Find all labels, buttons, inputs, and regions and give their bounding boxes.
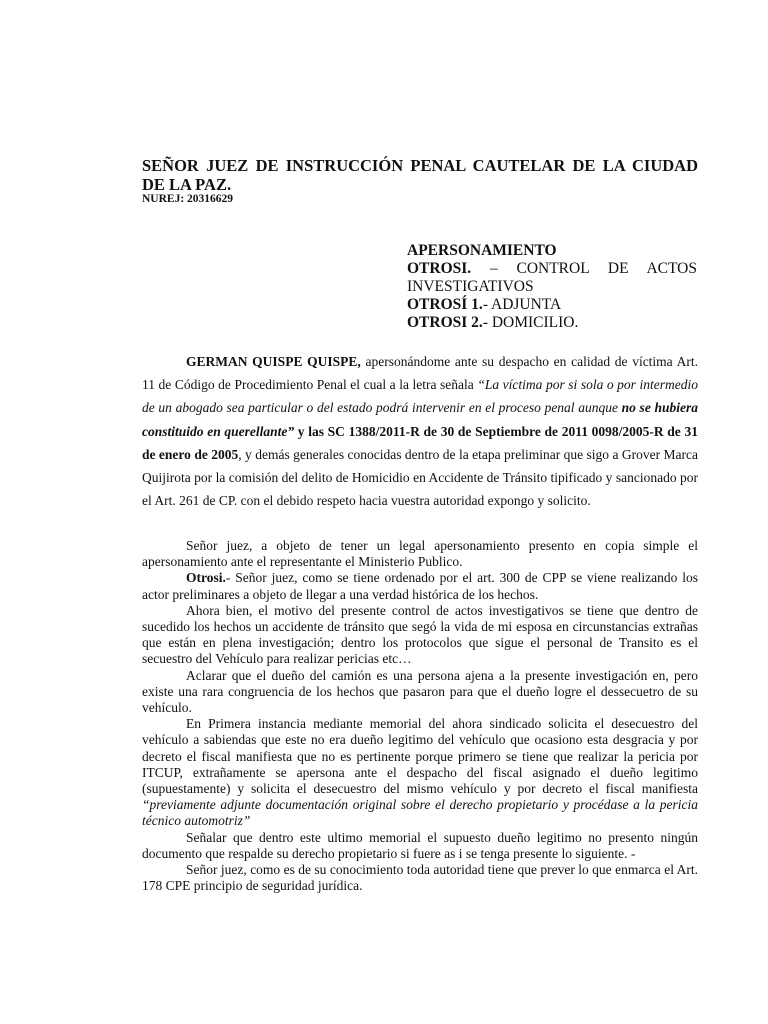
paragraph-ultimo-memorial: Señalar que dentro este ultimo memorial el supuesto dueño legitimo no presento ningún documento que respalde su derecho propietario si fuere as i se tenga presente lo siguiente. -	[142, 829, 698, 861]
paragraph-primera-instancia: En Primera instancia mediante memorial del ahora sindicado solicita el desecuestro del vehículo a sabiendas que este no era dueño legitimo del vehículo que ocasiono esta desgracia y por decreto el fiscal manifiesta que no es pertinente porque primero se tiene que realizar la pericia por ITCUP, extrañamente se apersona ante el despacho del fiscal asignado el dueño legitimo (supuestamente) y solicita el desecuestro del mismo vehículo y por decreto el fiscal manifiesta “previamente adjunte documentación original sobre el derecho propietario y procédase a la pericia técnico automotriz”	[142, 716, 698, 829]
sumilla-otrosi: OTROSI. – CONTROL DE ACTOS INVESTIGATIVOS	[407, 260, 697, 295]
case-number: NUREJ: 20316629	[142, 193, 234, 205]
sumilla-block	[407, 242, 697, 332]
paragraph-seguridad-juridica: Señor juez, como es de su conocimiento toda autoridad tiene que prever lo que enmarca el Art. 178 CPE principio de seguridad jurídica.	[142, 862, 698, 894]
sumilla-apersonamiento: APERSONAMIENTO	[407, 242, 557, 259]
paragraph-control-actos: Ahora bien, el motivo del presente control de actos investigativos se tiene que dentro de sucedido los hechos un accidente de tránsito que segó la vida de mi esposa en circunstancias extrañas que están en plena investigación; dentro los protocolos que sigue el personal de Transito es el secuestro del Vehículo para realizar pericias etc…	[142, 602, 698, 667]
paragraph-otrosi: Otrosi.- Señor juez, como se tiene ordenado por el art. 300 de CPP se viene realizando los actor preliminares a objeto de llegar a una verdad histórica de los hechos.	[142, 570, 698, 602]
sumilla-otrosi-1: OTROSÍ 1.- ADJUNTA	[407, 296, 562, 313]
paragraph-copia: Señor juez, a objeto de tener un legal apersonamiento presento en copia simple el apersonamiento ante el representante el Ministerio Publico.	[142, 538, 698, 570]
body-text	[142, 538, 698, 894]
addressee-heading: SEÑOR JUEZ DE INSTRUCCIÓN PENAL CAUTELAR DE LA CIUDAD DE LA PAZ.	[142, 156, 698, 194]
sumilla-otrosi-2: OTROSI 2.- DOMICILIO.	[407, 314, 579, 331]
paragraph-apersonamiento: GERMAN QUISPE QUISPE, apersonándome ante su despacho en calidad de víctima Art. 11 de Código de Procedimiento Penal el cual a la letra señala “La víctima por si sola o por intermedio de un abogado sea particular o del estado podrá intervenir en el proceso penal aunque no se hubiera constituido en querellante” y las SC 1388/2011-R de 30 de Septiembre de 2011 0098/2005-R de 31 de enero de 2005, y demás generales conocidas dentro de la etapa preliminar que sigo a Grover Marca Quijirota por la comisión del delito de Homicidio en Accidente de Tránsito tipificado y sancionado por el Art. 261 de CP. con el debido respeto hacia vuestra autoridad expongo y solicito.	[142, 354, 699, 509]
paragraph-dueno-camion: Aclarar que el dueño del camión es una persona ajena a la presente investigación en, pero existe una rara congruencia de los hechos que pasaron para que el dueño logre el dessecuetro de su vehículo.	[142, 667, 698, 716]
